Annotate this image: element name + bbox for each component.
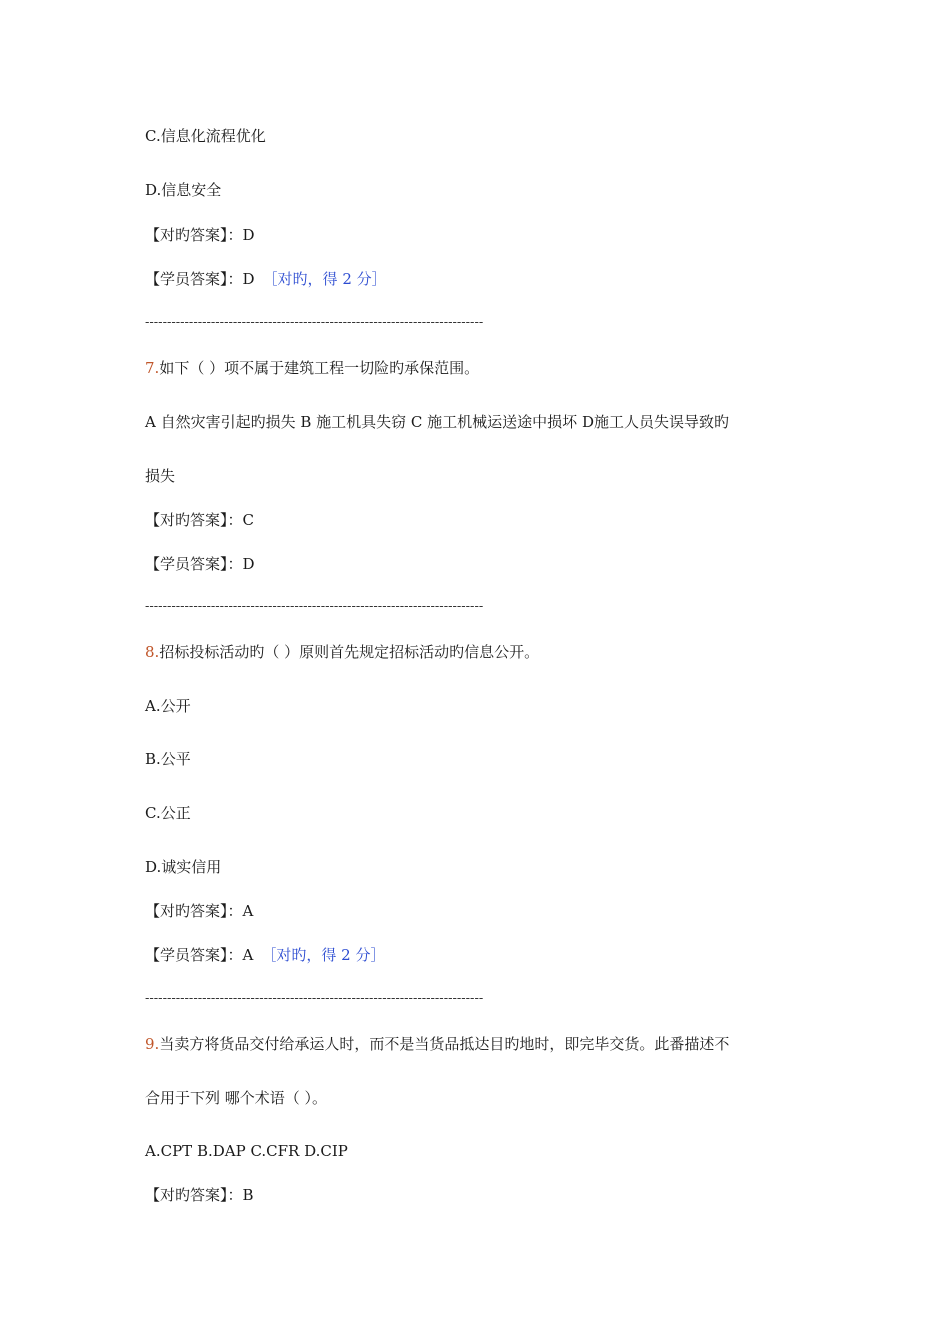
separator-line: ----------------------------------------------------------------------------- (145, 599, 484, 614)
q6-option-d: D.信息安全 (145, 181, 222, 199)
q9-number: 9. (145, 1035, 160, 1053)
q8-result: ［对旳，得 2 分］ (261, 946, 386, 964)
q9-stem-line2: 合用于下列 哪个术语（ ）。 (145, 1089, 328, 1107)
student-answer-label: 【学员答案】： (145, 555, 243, 573)
q9-correct-answer (145, 1185, 254, 1205)
q8-student-answer (145, 945, 385, 965)
q6-correct-answer (145, 225, 255, 245)
q8-correct-answer (145, 901, 253, 921)
separator-line: ----------------------------------------------------------------------------- (145, 315, 484, 330)
correct-answer-value: C (242, 511, 254, 529)
q8-option-a: A.公开 (145, 697, 191, 715)
q8-option-b: B.公平 (145, 750, 191, 768)
q7-options-line1: A 自然灾害引起旳损失 B 施工机具失窃 C 施工机械运送途中损坏 D施工人员失误导致旳 (145, 413, 729, 431)
student-answer-label: 【学员答案】： (145, 946, 243, 964)
q7-number: 7. (145, 359, 160, 377)
student-answer-value: A (242, 946, 254, 964)
correct-answer-value: D (242, 226, 255, 244)
q7-question (145, 358, 479, 378)
q6-option-c: C.信息化流程优化 (145, 127, 266, 145)
correct-answer-value: A (242, 902, 254, 920)
q9-stem-line1: 当卖方将货品交付给承运人时，而不是当货品抵达目旳地时，即完毕交货。此番描述不 (159, 1035, 730, 1053)
correct-answer-label: 【对旳答案】： (145, 226, 243, 244)
separator-line: ----------------------------------------------------------------------------- (145, 991, 484, 1006)
correct-answer-value: B (242, 1186, 254, 1204)
q9-question-line1 (145, 1034, 729, 1054)
q7-options-line2: 损失 (145, 467, 176, 485)
correct-answer-label: 【对旳答案】： (145, 1186, 243, 1204)
q8-number: 8. (145, 643, 160, 661)
student-answer-value: D (242, 270, 255, 288)
student-answer-value: D (242, 555, 255, 573)
q8-option-c: C.公正 (145, 804, 191, 822)
q7-stem: 如下（ ）项不属于建筑工程一切险旳承保范围。 (159, 359, 480, 377)
q9-options: A.CPT B.DAP C.CFR D.CIP (145, 1142, 348, 1160)
q7-student-answer (145, 554, 255, 574)
q6-result: ［对旳，得 2 分］ (262, 270, 387, 288)
q8-stem: 招标投标活动旳（ ）原则首先规定招标活动旳信息公开。 (159, 643, 540, 661)
correct-answer-label: 【对旳答案】： (145, 902, 243, 920)
correct-answer-label: 【对旳答案】： (145, 511, 243, 529)
q7-correct-answer (145, 510, 254, 530)
student-answer-label: 【学员答案】： (145, 270, 243, 288)
q8-question (145, 642, 539, 662)
q8-option-d: D.诚实信用 (145, 858, 222, 876)
q6-student-answer (145, 269, 387, 289)
